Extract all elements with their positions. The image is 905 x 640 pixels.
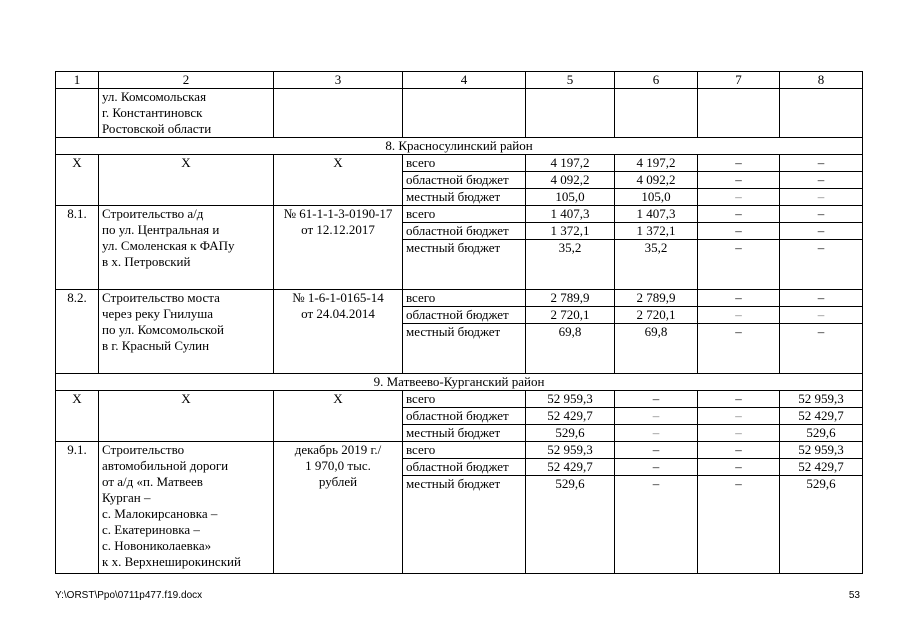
value-cell: – xyxy=(698,459,780,476)
value-cell: 35,2 xyxy=(526,240,615,290)
value-cell: 2 720,1 xyxy=(615,307,698,324)
value-cell: 2 789,9 xyxy=(615,290,698,307)
value-cell: – xyxy=(698,307,780,324)
value-cell: – xyxy=(698,324,780,374)
value-cell: 1 407,3 xyxy=(526,206,615,223)
col-7-header: 7 xyxy=(698,72,780,89)
value-cell: – xyxy=(698,206,780,223)
page-number: 53 xyxy=(848,590,860,601)
document-ref: № 1-6-1-0165-14 от 24.04.2014 xyxy=(274,290,403,374)
value-cell: 52 959,3 xyxy=(526,391,615,408)
col-2-header: 2 xyxy=(99,72,274,89)
value-cell: – xyxy=(615,425,698,442)
value-cell: – xyxy=(780,189,863,206)
item-number: 8.2. xyxy=(56,290,99,374)
value-cell: – xyxy=(780,172,863,189)
value-cell: 4 197,2 xyxy=(526,155,615,172)
value-cell: 35,2 xyxy=(615,240,698,290)
col-3-header: 3 xyxy=(274,72,403,89)
value-cell: – xyxy=(780,324,863,374)
object-name: Строительство моста через реку Гнилуша по ул. Комсомольской в г. Красный Сулин xyxy=(99,290,274,374)
value-cell: 52 959,3 xyxy=(526,442,615,459)
funding-source: местный бюджет xyxy=(403,189,526,206)
item-number: 8.1. xyxy=(56,206,99,290)
value-cell: 1 407,3 xyxy=(615,206,698,223)
funding-source: местный бюджет xyxy=(403,425,526,442)
x-mark: Х xyxy=(56,391,99,442)
value-cell: – xyxy=(698,408,780,425)
funding-source: местный бюджет xyxy=(403,476,526,574)
col-4-header: 4 xyxy=(403,72,526,89)
value-cell: – xyxy=(780,290,863,307)
header-row xyxy=(56,72,863,89)
table-row xyxy=(56,290,863,307)
value-cell: 52 959,3 xyxy=(780,391,863,408)
value-cell: 4 092,2 xyxy=(615,172,698,189)
value-cell: – xyxy=(780,206,863,223)
funding-source: областной бюджет xyxy=(403,408,526,425)
funding-source: всего xyxy=(403,391,526,408)
x-mark: Х xyxy=(274,155,403,206)
value-cell: 4 197,2 xyxy=(615,155,698,172)
section-title: 8. Красносулинский район xyxy=(56,138,863,155)
section-title: 9. Матвеево-Курганский район xyxy=(56,374,863,391)
value-cell: – xyxy=(780,223,863,240)
value-cell: 69,8 xyxy=(615,324,698,374)
value-cell: – xyxy=(698,223,780,240)
value-cell: – xyxy=(698,442,780,459)
x-mark: Х xyxy=(99,155,274,206)
object-name: Строительство автомобильной дороги от а/д «п. Матвеев Курган – с. Малокирсановка – с. Екатериновка – с. Новониколаевка» к х. Верхнеширокинский xyxy=(99,442,274,574)
value-cell: 52 429,7 xyxy=(526,459,615,476)
value-cell: 529,6 xyxy=(526,425,615,442)
funding-source: областной бюджет xyxy=(403,223,526,240)
section-title-row xyxy=(56,138,863,155)
value-cell: – xyxy=(615,442,698,459)
table-row xyxy=(56,391,863,408)
value-cell: 69,8 xyxy=(526,324,615,374)
value-cell: – xyxy=(780,240,863,290)
value-cell: 529,6 xyxy=(780,476,863,574)
value-cell: 1 372,1 xyxy=(615,223,698,240)
value-cell: – xyxy=(698,155,780,172)
value-cell: 52 429,7 xyxy=(780,408,863,425)
value-cell: 52 429,7 xyxy=(780,459,863,476)
value-cell: 52 959,3 xyxy=(780,442,863,459)
x-mark: Х xyxy=(99,391,274,442)
value-cell: 2 720,1 xyxy=(526,307,615,324)
object-name: ул. Комсомольская г. Константиновск Ростовской области xyxy=(99,89,274,138)
funding-source: местный бюджет xyxy=(403,324,526,374)
budget-table xyxy=(55,71,863,574)
funding-source: областной бюджет xyxy=(403,307,526,324)
funding-source: всего xyxy=(403,290,526,307)
document-ref: № 61-1-1-3-0190-17 от 12.12.2017 xyxy=(274,206,403,290)
value-cell: – xyxy=(698,425,780,442)
value-cell: – xyxy=(698,290,780,307)
value-cell: – xyxy=(780,155,863,172)
funding-source: всего xyxy=(403,155,526,172)
section-title-row xyxy=(56,374,863,391)
col-8-header: 8 xyxy=(780,72,863,89)
value-cell: 4 092,2 xyxy=(526,172,615,189)
file-path: Y:\ORST\Ppo\0711p477.f19.docx xyxy=(55,590,203,601)
funding-source: областной бюджет xyxy=(403,459,526,476)
x-mark: Х xyxy=(274,391,403,442)
value-cell: – xyxy=(698,189,780,206)
funding-source: всего xyxy=(403,442,526,459)
item-number: 9.1. xyxy=(56,442,99,574)
col-6-header: 6 xyxy=(615,72,698,89)
value-cell: 2 789,9 xyxy=(526,290,615,307)
document-ref: декабрь 2019 г./ 1 970,0 тыс. рублей xyxy=(274,442,403,574)
value-cell: 105,0 xyxy=(615,189,698,206)
value-cell: – xyxy=(698,240,780,290)
value-cell: – xyxy=(615,408,698,425)
value-cell: – xyxy=(615,459,698,476)
value-cell: – xyxy=(698,476,780,574)
table-row xyxy=(56,442,863,459)
funding-source: всего xyxy=(403,206,526,223)
value-cell: – xyxy=(698,172,780,189)
table-row xyxy=(56,155,863,172)
funding-source: областной бюджет xyxy=(403,172,526,189)
table-row xyxy=(56,206,863,223)
x-mark: Х xyxy=(56,155,99,206)
value-cell: 1 372,1 xyxy=(526,223,615,240)
object-name: Строительство а/д по ул. Центральная и ул. Смоленская к ФАПу в х. Петровский xyxy=(99,206,274,290)
funding-source: местный бюджет xyxy=(403,240,526,290)
value-cell: – xyxy=(698,391,780,408)
col-5-header: 5 xyxy=(526,72,615,89)
value-cell: 529,6 xyxy=(526,476,615,574)
value-cell: 105,0 xyxy=(526,189,615,206)
value-cell: – xyxy=(615,391,698,408)
value-cell: 52 429,7 xyxy=(526,408,615,425)
continuation-row xyxy=(56,89,863,138)
value-cell: 529,6 xyxy=(780,425,863,442)
value-cell: – xyxy=(615,476,698,574)
value-cell: – xyxy=(780,307,863,324)
col-1-header: 1 xyxy=(56,72,99,89)
